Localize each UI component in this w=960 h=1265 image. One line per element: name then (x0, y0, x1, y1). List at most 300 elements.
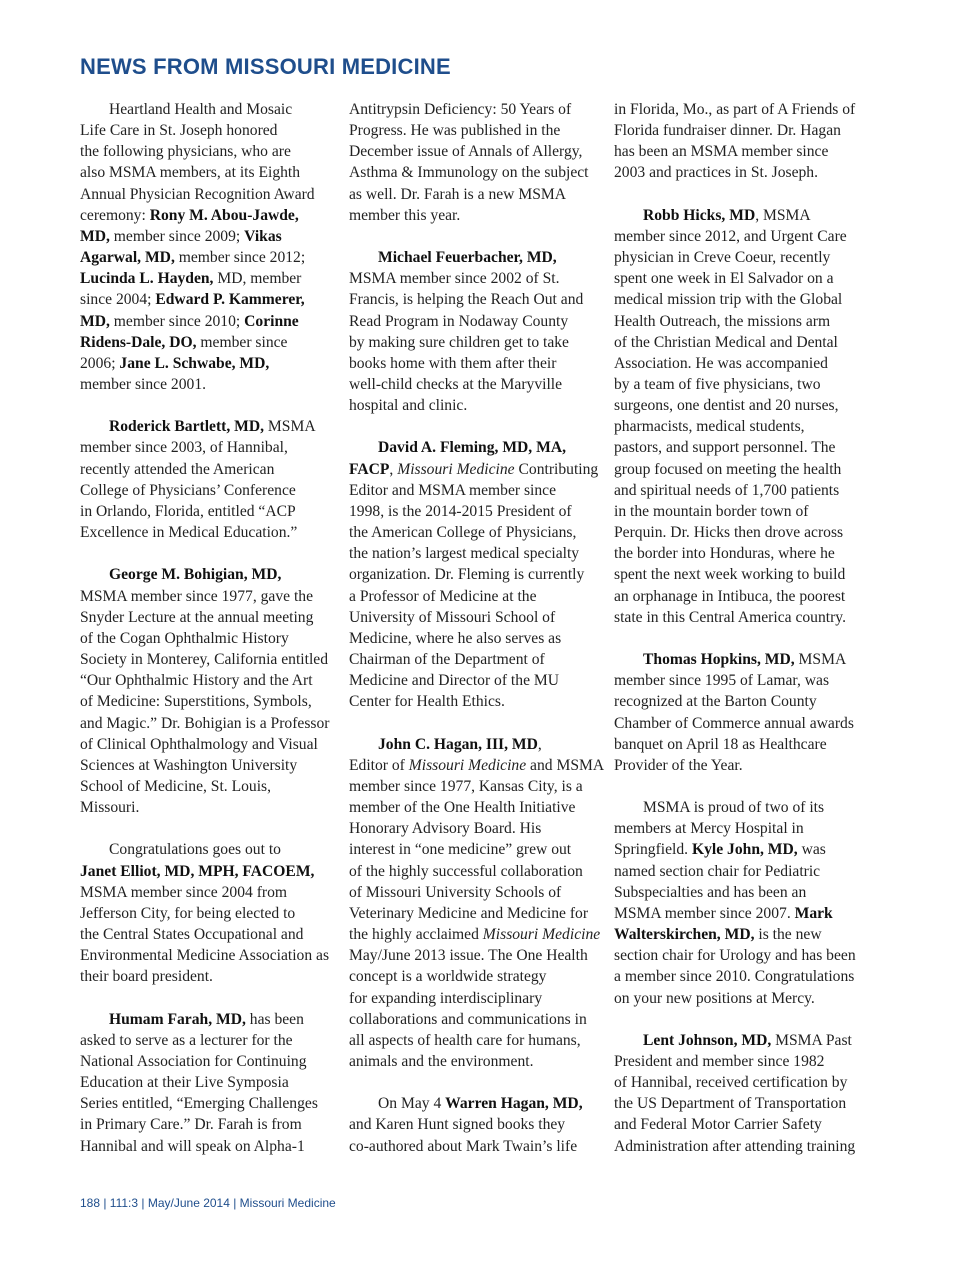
paragraph-gap (349, 226, 597, 247)
text-line (614, 311, 864, 332)
text-line (614, 1093, 864, 1114)
text-segment: in Primary Care.” Dr. Farah is from (80, 1116, 302, 1134)
text-line (614, 670, 864, 691)
text-line (349, 459, 597, 480)
text-line (614, 903, 864, 924)
text-segment: for expanding interdisciplinary (349, 989, 543, 1007)
member-name: Vikas (244, 227, 282, 245)
text-line (349, 311, 597, 332)
member-name: Agarwal, MD, (80, 249, 175, 267)
paragraph-gap (349, 1072, 597, 1093)
text-segment: the border into Honduras, where he (614, 545, 835, 563)
text-segment: , (389, 460, 398, 478)
text-line (349, 120, 597, 141)
member-name: Robb Hicks, MD (643, 206, 756, 224)
text-segment: and spiritual needs of 1,700 patients (614, 481, 840, 499)
text-line (614, 247, 864, 268)
text-line (349, 818, 597, 839)
text-segment: Provider of the Year. (614, 756, 743, 774)
text-segment: Chamber of Commerce annual awards (614, 714, 854, 732)
text-line (614, 882, 864, 903)
text-segment: MSMA Past (771, 1031, 852, 1049)
text-line (80, 691, 332, 712)
text-segment: MD, member (213, 270, 302, 288)
text-line (614, 861, 864, 882)
text-line (614, 395, 864, 416)
text-line (349, 247, 597, 268)
text-line (349, 1136, 597, 1157)
text-segment: medical mission trip with the Global (614, 291, 843, 309)
text-line (80, 205, 332, 226)
text-line (80, 1030, 332, 1051)
text-segment: , MSMA (755, 206, 811, 224)
member-name: Warren Hagan, MD, (445, 1095, 583, 1113)
text-segment: President and member since 1982 (614, 1052, 825, 1070)
text-line (614, 162, 864, 183)
text-line (80, 289, 332, 310)
text-line (349, 924, 601, 945)
text-segment: Florida fundraiser dinner. Dr. Hagan (614, 122, 841, 140)
text-segment: Health Outreach, the missions arm (614, 312, 831, 330)
text-segment: Association. He was accompanied (614, 354, 828, 372)
member-name: Humam Farah, MD, (109, 1010, 246, 1028)
text-segment: in Orlando, Florida, entitled “ACP (80, 502, 296, 520)
text-line (349, 564, 597, 585)
text-line (349, 670, 597, 691)
text-line (80, 162, 332, 183)
text-segment: and Federal Motor Carrier Safety (614, 1116, 822, 1134)
text-line (349, 480, 597, 501)
text-segment: Heartland Health and Mosaic (109, 101, 293, 118)
text-line (349, 649, 597, 670)
text-segment: Annual Physician Recognition Award (80, 185, 315, 203)
text-segment: recognized at the Barton County (614, 693, 817, 711)
text-segment: 1998, is the 2014-2015 President of (349, 502, 572, 520)
text-segment: group focused on meeting the health (614, 460, 842, 478)
text-segment: also MSMA members, at its Eighth (80, 164, 301, 182)
member-name: Thomas Hopkins, MD, (643, 651, 795, 669)
text-line (80, 713, 332, 734)
text-line (349, 99, 597, 120)
text-line (614, 966, 864, 987)
text-segment: member since 2009; (109, 227, 245, 245)
text-line (614, 1030, 864, 1051)
text-line (349, 903, 597, 924)
text-line (80, 522, 332, 543)
text-segment: is the new (754, 926, 822, 944)
member-name: Lucinda L. Hayden, (80, 270, 214, 288)
text-line (614, 818, 864, 839)
text-segment: National Association for Continuing (80, 1052, 307, 1070)
text-segment: the Central States Occupational and (80, 926, 304, 944)
text-segment: section chair for Urology and has been (614, 947, 856, 965)
publication-title: Missouri Medicine (482, 926, 601, 944)
text-segment: Chairman of the Department of (349, 651, 545, 669)
text-segment: Progress. He was published in the (349, 122, 561, 140)
text-line (349, 776, 597, 797)
text-line (614, 607, 864, 628)
text-segment: College of Physicians’ Conference (80, 481, 296, 499)
text-segment: Asthma & Immunology on the subject (349, 164, 589, 182)
publication-title: Missouri Medicine (397, 460, 515, 478)
article-column-3 (614, 99, 864, 1157)
text-line (80, 353, 332, 374)
text-line (80, 120, 332, 141)
text-line (80, 607, 332, 628)
paragraph-gap (80, 988, 332, 1009)
text-segment: recently attended the American (80, 460, 275, 478)
text-line (349, 374, 597, 395)
text-segment: well-child checks at the Maryville (349, 376, 563, 394)
text-line (614, 734, 864, 755)
text-segment: Life Care in St. Joseph honored (80, 122, 278, 140)
text-line (80, 480, 332, 501)
text-segment: a member since 2010. Congratulations (614, 968, 855, 986)
text-line (349, 1114, 597, 1135)
text-segment: a Professor of Medicine at the (349, 587, 537, 605)
text-line (614, 924, 864, 945)
text-segment: Center for Health Ethics. (349, 693, 505, 711)
member-name: George M. Bohigian, MD, (109, 566, 282, 584)
text-line (349, 882, 597, 903)
text-segment: Medicine and Director of the MU (349, 672, 560, 690)
text-segment: interest in “one medicine” grew out (349, 841, 572, 859)
member-name: Mark (794, 904, 833, 922)
text-line (349, 184, 597, 205)
text-segment: of Hannibal, received certification by (614, 1074, 848, 1092)
text-segment: their board president. (80, 968, 213, 986)
page-title: NEWS FROM MISSOURI MEDICINE (80, 54, 451, 79)
paragraph-gap (614, 776, 864, 797)
paragraph-gap (80, 543, 332, 564)
text-segment: Medicine, where he also serves as (349, 629, 562, 647)
text-segment: Francis, is helping the Reach Out and (349, 291, 584, 309)
text-line (80, 184, 332, 205)
text-line (614, 332, 864, 353)
text-segment: and Magic.” Dr. Bohigian is a Professor (80, 714, 330, 732)
text-segment: Springfield. (614, 841, 692, 859)
text-line (80, 734, 332, 755)
paragraph-gap (614, 184, 864, 205)
text-segment: member this year. (349, 206, 461, 224)
paragraph-gap (614, 628, 864, 649)
text-line (614, 713, 864, 734)
text-line (614, 437, 864, 458)
text-line (614, 1072, 864, 1093)
text-segment: Read Program in Nodaway County (349, 312, 569, 330)
text-line (614, 289, 864, 310)
text-segment: asked to serve as a lecturer for the (80, 1031, 293, 1049)
text-line (614, 543, 864, 564)
text-line (80, 1093, 332, 1114)
text-segment: MSMA is proud of two of its (643, 799, 825, 817)
text-line (349, 522, 597, 543)
text-segment: the American College of Physicians, (349, 524, 577, 542)
text-line (349, 501, 597, 522)
text-segment: on your new positions at Mercy. (614, 989, 815, 1007)
text-segment: member since 1995 of Lamar, was (614, 672, 830, 690)
text-segment: spent the next week working to build (614, 566, 846, 584)
text-line (614, 268, 864, 289)
text-line (80, 1009, 332, 1030)
text-line (349, 1093, 597, 1114)
text-segment: and MSMA (526, 756, 605, 774)
text-line (614, 988, 864, 1009)
text-line (80, 311, 332, 332)
member-name: Rony M. Abou-Jawde, (149, 206, 299, 224)
text-segment: in Florida, Mo., as part of A Friends of (614, 101, 856, 118)
publication-title: Missouri Medicine (408, 756, 527, 774)
text-segment: organization. Dr. Fleming is currently (349, 566, 585, 584)
text-segment: spent one week in El Salvador on a (614, 270, 834, 288)
member-name: FACP (349, 460, 390, 478)
paragraph-gap (80, 818, 332, 839)
text-segment: Honorary Advisory Board. His (349, 820, 542, 838)
article-column-1 (80, 99, 332, 1157)
page-footer: 188 | 111:3 | May/June 2014 | Missouri Medicine (80, 1196, 336, 1210)
text-line (349, 691, 597, 712)
text-line (349, 839, 597, 860)
text-line (349, 1051, 597, 1072)
text-line (80, 1136, 332, 1157)
text-line (349, 861, 597, 882)
text-line (80, 628, 332, 649)
member-name: MD, (80, 227, 110, 245)
text-line (614, 416, 864, 437)
text-line (80, 501, 332, 522)
text-segment: of the Cogan Ophthalmic History (80, 629, 289, 647)
text-segment: the US Department of Transportation (614, 1095, 847, 1113)
text-segment: surgeons, one dentist and 20 nurses, (614, 397, 839, 415)
text-line (349, 543, 597, 564)
text-segment: Missouri. (80, 799, 140, 817)
text-line (80, 416, 332, 437)
text-segment: an orphanage in Intibuca, the poorest (614, 587, 846, 605)
text-line (349, 332, 597, 353)
text-segment: the nation’s largest medical specialty (349, 545, 580, 563)
text-line (349, 353, 597, 374)
text-line (614, 755, 864, 776)
text-segment: since 2004; (80, 291, 156, 309)
text-segment: the highly acclaimed (349, 926, 483, 944)
text-segment: Subspecialties and has been an (614, 883, 807, 901)
text-line (80, 966, 332, 987)
text-line (80, 649, 332, 670)
text-segment: MSMA member since 1977, gave the (80, 587, 313, 605)
text-line (349, 162, 597, 183)
text-segment: Contributing (514, 460, 599, 478)
member-name: Jane L. Schwabe, MD, (119, 354, 270, 372)
text-line (349, 1030, 597, 1051)
text-segment: of Clinical Ophthalmology and Visual (80, 735, 318, 753)
text-segment: of Missouri University Schools of (349, 883, 562, 901)
text-segment: MSMA (794, 651, 847, 669)
text-line (80, 437, 332, 458)
text-line (614, 205, 864, 226)
member-name: Ridens-Dale, DO, (80, 333, 197, 351)
text-segment: “Our Ophthalmic History and the Art (80, 672, 313, 690)
text-line (614, 649, 864, 670)
text-segment: hospital and clinic. (349, 397, 468, 415)
text-segment: Education at their Live Symposia (80, 1074, 289, 1092)
text-segment: member since (196, 333, 288, 351)
text-segment: co-authored about Mark Twain’s life (349, 1137, 578, 1155)
text-segment: member since 2003, of Hannibal, (80, 439, 288, 457)
member-name: Corinne (244, 312, 299, 330)
article-column-2 (349, 99, 605, 1157)
text-segment: Excellence in Medical Education.” (80, 524, 298, 542)
text-segment: Congratulations goes out to (109, 841, 281, 859)
text-line (349, 797, 597, 818)
text-segment: Sciences at Washington University (80, 756, 298, 774)
text-segment: member since 1977, Kansas City, is a (349, 777, 583, 795)
text-line (349, 395, 597, 416)
text-segment: named section chair for Pediatric (614, 862, 821, 880)
text-segment: 2003 and practices in St. Joseph. (614, 164, 818, 182)
text-line (614, 1114, 864, 1135)
paragraph-gap (80, 395, 332, 416)
text-line (349, 945, 597, 966)
text-segment: On May 4 (378, 1095, 446, 1113)
text-line (349, 141, 597, 162)
text-line (80, 226, 332, 247)
text-segment: MSMA member since 2007. (614, 904, 795, 922)
text-segment: Series entitled, “Emerging Challenges (80, 1095, 318, 1113)
text-line (80, 99, 332, 120)
text-line (80, 945, 332, 966)
text-segment: MSMA member since 2004 from (80, 883, 288, 901)
member-name: Janet Elliot, MD, MPH, FACOEM, (80, 862, 315, 880)
text-segment: ceremony: (80, 206, 150, 224)
text-line (349, 205, 597, 226)
text-segment: Editor of (349, 756, 409, 774)
text-segment: of the highly successful collaboration (349, 862, 583, 880)
text-segment: was (797, 841, 826, 859)
text-segment: Veterinary Medicine and Medicine for (349, 904, 589, 922)
text-segment: has been (245, 1010, 304, 1028)
text-line (80, 924, 332, 945)
text-line (614, 226, 864, 247)
text-segment: Perquin. Dr. Hicks then drove across (614, 524, 844, 542)
text-line (614, 120, 864, 141)
text-segment: Antitrypsin Deficiency: 50 Years of (349, 101, 572, 118)
text-line (80, 797, 332, 818)
text-segment: has been an MSMA member since (614, 143, 829, 161)
text-segment: Administration after attending training (614, 1137, 856, 1155)
text-line (80, 755, 332, 776)
text-line (349, 289, 597, 310)
text-segment: physician in Creve Coeur, recently (614, 249, 831, 267)
text-segment: collaborations and communications in (349, 1010, 587, 1028)
text-line (349, 437, 597, 458)
text-segment: and Karen Hunt signed books they (349, 1116, 566, 1134)
text-line (614, 522, 864, 543)
text-line (349, 628, 597, 649)
text-line (80, 776, 332, 797)
text-line (614, 459, 864, 480)
text-line (80, 141, 332, 162)
paragraph-gap (349, 416, 597, 437)
text-line (614, 99, 864, 120)
member-name: MD, (80, 312, 110, 330)
text-segment: pharmacists, medical students, (614, 418, 805, 436)
text-line (80, 459, 332, 480)
text-segment: Society in Monterey, California entitled (80, 651, 328, 669)
text-segment: School of Medicine, St. Louis, (80, 777, 272, 795)
member-name: John C. Hagan, III, MD (378, 735, 538, 753)
text-segment: MSMA (264, 418, 316, 436)
text-segment: Editor and MSMA member since (349, 481, 557, 499)
text-line (349, 586, 597, 607)
text-segment: of the Christian Medical and Dental (614, 333, 838, 351)
text-line (614, 353, 864, 374)
text-line (614, 839, 864, 860)
text-line (80, 1114, 332, 1135)
text-line (614, 797, 864, 818)
text-segment: as well. Dr. Farah is a new MSMA (349, 185, 566, 203)
text-segment: the following physicians, who are (80, 143, 291, 161)
text-line (80, 586, 332, 607)
text-segment: concept is a worldwide strategy (349, 968, 547, 986)
text-line (80, 839, 332, 860)
text-line (349, 755, 605, 776)
text-segment: of Medicine: Superstitions, Symbols, (80, 693, 312, 711)
text-line (614, 945, 864, 966)
member-name: Roderick Bartlett, MD, (109, 418, 265, 436)
text-segment: member since 2010; (109, 312, 245, 330)
text-segment: state in this Central America country. (614, 608, 846, 626)
text-segment: in the mountain border town of (614, 502, 809, 520)
text-line (80, 247, 332, 268)
text-line (614, 691, 864, 712)
text-segment: Hannibal and will speak on Alpha-1 (80, 1137, 305, 1155)
member-name: Walterskirchen, MD, (614, 926, 755, 944)
text-line (80, 1072, 332, 1093)
text-line (80, 564, 332, 585)
member-name: Kyle John, MD, (691, 841, 798, 859)
member-name: Lent Johnson, MD, (643, 1031, 772, 1049)
text-line (349, 734, 597, 755)
text-line (614, 1051, 864, 1072)
text-line (614, 480, 864, 501)
text-line (80, 861, 332, 882)
text-line (80, 903, 332, 924)
text-segment: Jefferson City, for being elected to (80, 904, 296, 922)
member-name: David A. Fleming, MD, MA, (378, 439, 566, 457)
paragraph-gap (349, 713, 597, 734)
text-segment: December issue of Annals of Allergy, (349, 143, 583, 161)
text-segment: books home with them after their (349, 354, 557, 372)
text-line (349, 966, 597, 987)
text-segment: member of the One Health Initiative (349, 799, 576, 817)
text-line (614, 141, 864, 162)
text-line (80, 882, 332, 903)
text-line (80, 332, 332, 353)
text-segment: May/June 2013 issue. The One Health (349, 947, 588, 965)
text-segment: member since 2012, and Urgent Care (614, 227, 847, 245)
text-segment: by a team of five physicians, two (614, 376, 821, 394)
text-line (614, 374, 864, 395)
text-segment: 2006; (80, 354, 120, 372)
text-line (349, 607, 597, 628)
text-line (614, 564, 864, 585)
paragraph-gap (614, 1009, 864, 1030)
member-name: Michael Feuerbacher, MD, (378, 249, 557, 267)
text-segment: pastors, and support personnel. The (614, 439, 836, 457)
text-segment: banquet on April 18 as Healthcare (614, 735, 827, 753)
member-name: Edward P. Kammerer, (155, 291, 305, 309)
text-segment: MSMA member since 2002 of St. (349, 270, 560, 288)
